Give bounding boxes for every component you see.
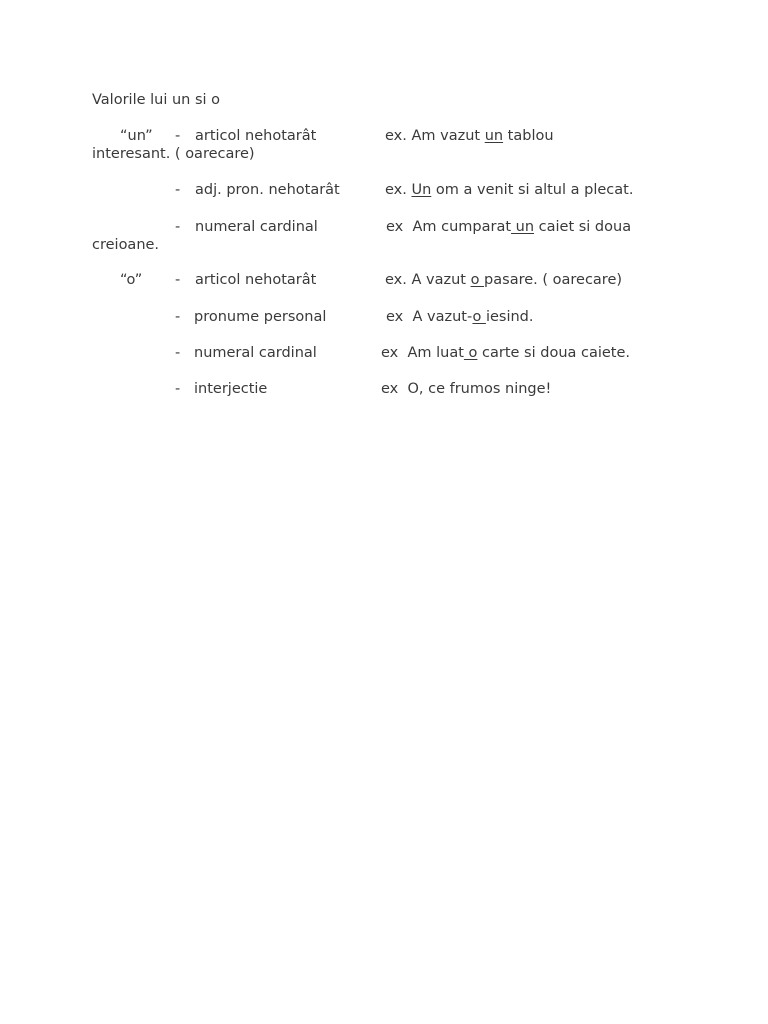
example-label: ex. [385,128,407,144]
category-label: numeral cardinal [194,345,317,361]
example-line [381,344,630,362]
category-label: articol nehotarât [195,272,317,288]
category-label: interjectie [194,381,268,397]
example-line [385,271,622,289]
dash: - [175,272,181,288]
example-underlined-word: un [511,219,535,235]
word-o: “o” [120,272,143,288]
example-text: Am vazut [411,128,485,144]
category-label: adj. pron. nehotarât [195,182,340,198]
dash: - [175,309,181,325]
example-label: ex [381,345,399,361]
example-line [386,218,631,236]
dash: - [175,128,181,144]
example-label: ex [386,309,404,325]
example-label: ex [386,219,404,235]
example-text: A vazut [411,272,471,288]
example-text: tablou [503,128,554,144]
example-line [381,380,551,398]
example-line [385,181,633,199]
document-title: Valorile lui un si o [92,92,221,108]
dash: - [175,345,181,361]
example-label: ex. [385,182,407,198]
example-underlined-word: o [472,309,486,325]
word-un: “un” [120,128,153,144]
example-text: Am cumparat [412,219,512,235]
dash: - [175,219,181,235]
category-label: numeral cardinal [195,219,318,235]
example-line [385,127,554,145]
example-text: Am luat [407,345,464,361]
dash: - [175,182,181,198]
example-underlined-word: un [484,128,504,144]
category-label: articol nehotarât [195,128,317,144]
example-line [386,308,533,326]
example-label: ex. [385,272,407,288]
example-text: caiet si doua [534,219,632,235]
example-underlined-word: Un [411,182,432,198]
category-label: pronume personal [194,309,327,325]
dash: - [175,381,181,397]
example-text: O, ce frumos ninge! [407,381,552,397]
example-label: ex [381,381,399,397]
example-text: carte si doua caiete. [477,345,631,361]
example-text: iesind. [485,309,534,325]
example-continuation: interesant. ( oarecare) [92,146,255,162]
example-text: om a venit si altul a plecat. [431,182,634,198]
example-text: pasare. ( oarecare) [484,272,623,288]
example-continuation: creioane. [92,237,160,253]
example-underlined-word: o [463,345,478,361]
example-underlined-word: o [470,272,485,288]
example-text: A vazut- [412,309,473,325]
